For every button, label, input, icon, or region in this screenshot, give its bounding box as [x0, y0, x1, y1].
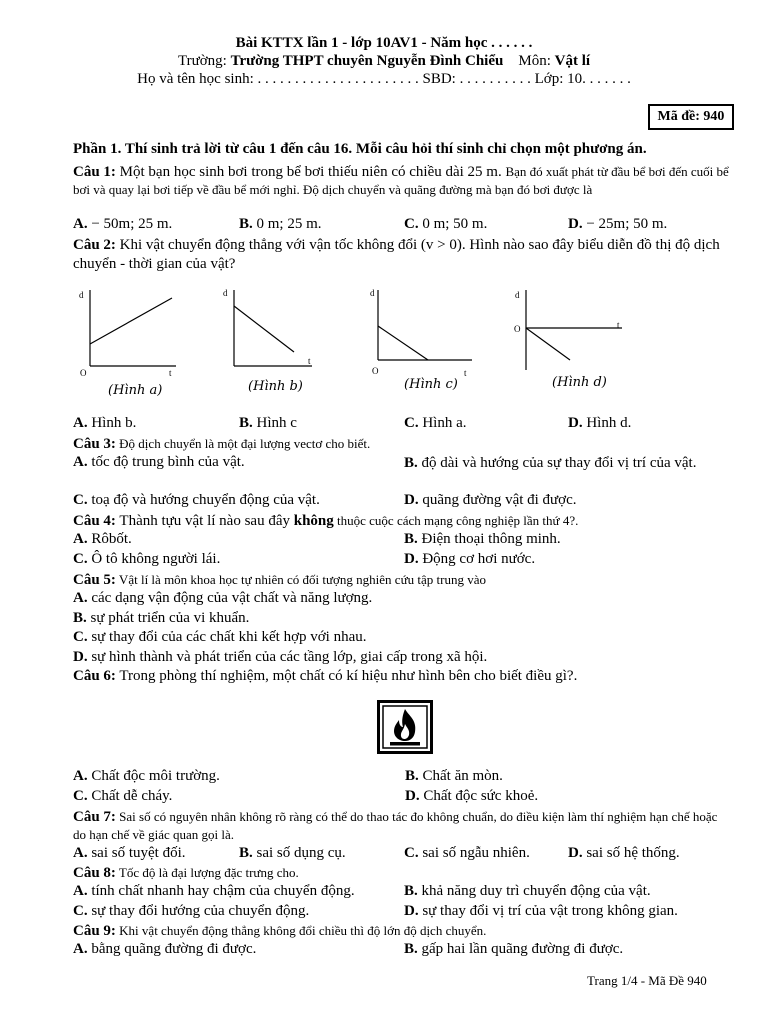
graph-d-caption: (Hình d) [552, 375, 607, 390]
option-letter: A. [73, 216, 88, 232]
option-text: sai số tuyệt đối. [91, 845, 186, 861]
origin-label: O [372, 366, 379, 376]
option-text: Hình d. [586, 415, 632, 431]
question-label: Câu 4: [73, 513, 116, 529]
option-text: Chất ăn mòn. [422, 768, 503, 784]
option-text: − 50m; 25 m. [91, 216, 173, 232]
subject-label: Môn: [518, 53, 555, 69]
question-label: Câu 7: [73, 809, 116, 825]
school-line [0, 53, 768, 70]
question-4 [73, 512, 733, 530]
q1-option-c[interactable] [404, 216, 487, 233]
q3-option-b[interactable] [404, 454, 734, 473]
option-text: Chất độc môi trường. [91, 768, 220, 784]
q1-option-d[interactable] [568, 216, 667, 233]
question-7 [73, 808, 733, 844]
graph-b-caption: (Hình b) [248, 379, 303, 394]
option-text: 0 m; 25 m. [256, 216, 322, 232]
question-3 [73, 435, 733, 453]
option-text: sự phát triển của vi khuẩn. [90, 610, 250, 626]
option-text: sự thay đổi hướng của chuyển động. [91, 903, 310, 919]
axis-t-label: t [617, 320, 620, 330]
q4-option-a[interactable] [73, 531, 132, 548]
question-label: Câu 1: [73, 164, 116, 180]
option-letter: D. [405, 788, 420, 804]
option-letter: C. [404, 415, 419, 431]
option-text: Điện thoại thông minh. [421, 531, 561, 547]
q7-option-a[interactable] [73, 845, 186, 862]
question-text: Sai số có nguyên nhân không rõ ràng có thể do thao tác đo không chuẩn, do điều kiện làm thí nghiệm hạn chế hoặc do hạn chế về giác quan gọi là. [73, 809, 718, 842]
q5-option-b[interactable] [73, 610, 249, 627]
origin-label: O [514, 324, 521, 334]
option-letter: A. [73, 941, 88, 957]
option-letter: A. [73, 845, 88, 861]
axis-t-label: t [308, 356, 311, 366]
graph-a [72, 284, 184, 400]
school-name: Trường THPT chuyên Nguyễn Đình Chiểu [230, 53, 504, 69]
option-text: quãng đường vật đi được. [422, 492, 577, 508]
option-letter: A. [73, 768, 88, 784]
option-text: sự thay đổi vị trí của vật trong không gian. [422, 903, 678, 919]
question-text: Trong phòng thí nghiệm, một chất có kí hiệu như hình bên cho biết điều gì?. [115, 668, 578, 684]
option-text: Chất dễ cháy. [91, 788, 173, 804]
option-letter: D. [568, 845, 583, 861]
question-text: Thành tựu vật lí nào sau đây [115, 513, 294, 529]
option-letter: C. [404, 845, 419, 861]
exam-code-box: Mã đề: 940 [648, 104, 734, 130]
option-text: 0 m; 50 m. [422, 216, 488, 232]
flammable-icon [377, 700, 433, 754]
question-label: Câu 9: [73, 923, 116, 939]
part1-heading: Phần 1. Thí sinh trả lời từ câu 1 đến câu 16. Mỗi câu hỏi thí sinh chỉ chọn một phương án. [73, 141, 647, 157]
question-text: Độ dịch chuyển là một đại lượng vectơ cho biết. [115, 436, 371, 451]
subject-name: Vật lí [554, 53, 591, 69]
option-letter: A. [73, 590, 88, 606]
page-footer: Trang 1/4 - Mã Đề 940 [587, 973, 707, 988]
question-text: Một bạn học sinh bơi trong bể bơi thiếu niên có chiều dài 25 m. [115, 164, 506, 180]
axis-d-label: d [223, 288, 228, 298]
option-letter: B. [404, 941, 418, 957]
graph-c [366, 282, 478, 398]
question-text: Khi vật chuyển động thẳng với vận tốc không đổi (v > 0). Hình nào sao đây biểu diễn đồ thị độ dịch chuyển - thời gian của vật? [73, 237, 720, 272]
q4-option-b[interactable] [404, 531, 561, 548]
q8-option-d[interactable] [404, 903, 678, 920]
q9-option-a[interactable] [73, 941, 256, 958]
question-text: Tốc độ là đại lượng đặc trưng cho. [115, 865, 299, 880]
question-5 [73, 571, 733, 589]
q2-option-c[interactable] [404, 415, 467, 432]
option-letter: B. [73, 610, 87, 626]
option-letter: C. [404, 216, 419, 232]
q9-option-b[interactable] [404, 941, 623, 958]
axis-t-label: t [169, 368, 172, 378]
question-text: Vật lí là môn khoa học tự nhiên có đối tượng nghiên cứu tập trung vào [115, 572, 486, 587]
axis-t-label: t [464, 368, 467, 378]
option-letter: B. [239, 845, 253, 861]
option-letter: C. [73, 551, 88, 567]
option-text: − 25m; 50 m. [586, 216, 668, 232]
q1-option-b[interactable] [239, 216, 322, 233]
q2-option-b[interactable] [239, 415, 297, 432]
question-label: Câu 5: [73, 572, 116, 588]
graph-c-line [378, 326, 428, 360]
option-letter: D. [568, 415, 583, 431]
q7-option-c[interactable] [404, 845, 530, 862]
q7-option-b[interactable] [239, 845, 346, 862]
question-text: Khi vật chuyển động thẳng không đổi chiều thì độ lớn độ dịch chuyển. [115, 923, 487, 938]
option-letter: D. [404, 551, 419, 567]
option-text: Hình c [256, 415, 297, 431]
question-text-emphasis: không [293, 513, 334, 529]
option-text: bằng quãng đường đi được. [91, 941, 257, 957]
option-letter: B. [404, 883, 418, 899]
exam-title: Bài KTTX lần 1 - lớp 10AV1 - Năm học . . . . . . [235, 35, 533, 51]
option-letter: D. [404, 903, 419, 919]
option-letter: A. [73, 415, 88, 431]
graph-a-line [90, 298, 172, 344]
option-text: tính chất nhanh hay chậm của chuyển động. [91, 883, 355, 899]
option-text: gấp hai lần quãng đường đi được. [421, 941, 624, 957]
option-letter: C. [73, 903, 88, 919]
question-6 [73, 668, 733, 685]
option-letter: C. [73, 629, 88, 645]
option-text: Hình b. [91, 415, 137, 431]
option-letter: B. [239, 415, 253, 431]
option-letter: C. [73, 788, 88, 804]
question-8 [73, 864, 733, 882]
option-text: độ dài và hướng của sự thay đổi vị trí của vật. [421, 455, 697, 471]
q5-option-a[interactable] [73, 590, 372, 607]
option-text: Hình a. [422, 415, 467, 431]
question-2 [73, 236, 733, 274]
option-text: các dạng vận động của vật chất và năng lượng. [91, 590, 373, 606]
option-text: sự thay đổi của các chất khi kết hợp với nhau. [91, 629, 367, 645]
q6-option-a[interactable] [73, 768, 220, 785]
graph-d [510, 284, 630, 400]
q6-option-c[interactable] [73, 788, 172, 805]
q2-option-a[interactable] [73, 415, 136, 432]
q5-option-d[interactable] [73, 649, 487, 666]
graph-b [220, 284, 320, 400]
option-letter: C. [73, 492, 88, 508]
question-9 [73, 922, 733, 940]
school-label: Trường: [177, 53, 231, 69]
q8-option-c[interactable] [73, 903, 309, 920]
option-text: Chất độc sức khoẻ. [423, 788, 539, 804]
graph-d-line [526, 328, 570, 360]
option-text: tốc độ trung bình của vật. [91, 454, 245, 470]
option-letter: D. [404, 492, 419, 508]
q3-option-a[interactable] [73, 454, 245, 471]
option-letter: B. [404, 455, 418, 471]
q4-option-c[interactable] [73, 551, 220, 568]
q8-option-a[interactable] [73, 883, 355, 900]
q5-option-c[interactable] [73, 629, 367, 646]
option-letter: D. [73, 649, 88, 665]
question-label: Câu 3: [73, 436, 116, 452]
q7-option-d[interactable] [568, 845, 680, 862]
graph-b-line [234, 306, 294, 352]
option-letter: B. [405, 768, 419, 784]
q6-option-d[interactable] [405, 788, 538, 805]
question-text-continued: Bạn đó xuất phát từ đầu bể bơi đến cuối bể bơi và quay lại bơi tiếp về đầu bể mới nghỉ. Độ dịch chuyển và quãng đường mà bạn đó bơi được là [73, 164, 729, 197]
option-text: sự hình thành và phát triển của các tầng lớp, giai cấp trong xã hội. [91, 649, 488, 665]
option-text: Ô tô không người lái. [91, 551, 221, 567]
q6-option-b[interactable] [405, 768, 503, 785]
option-letter: A. [73, 531, 88, 547]
option-text: sai số ngẫu nhiên. [422, 845, 530, 861]
question-label: Câu 8: [73, 865, 116, 881]
q8-option-b[interactable] [404, 883, 651, 900]
question-label: Câu 6: [73, 668, 116, 684]
student-info-line: Họ và tên học sinh: . . . . . . . . . . . . . . . . . . . . . . SBD: . . . . . . . . . . Lớp: 10. . . . . . . [137, 71, 631, 87]
option-text: toạ độ và hướng chuyển động của vật. [91, 492, 320, 508]
q3-option-c[interactable] [73, 492, 320, 509]
option-letter: B. [239, 216, 253, 232]
option-text: Rôbốt. [91, 531, 132, 547]
option-text: Động cơ hơi nước. [422, 551, 536, 567]
option-letter: D. [568, 216, 583, 232]
question-1 [73, 163, 733, 199]
option-text: khả năng duy trì chuyển động của vật. [421, 883, 651, 899]
option-text: sai số hệ thống. [586, 845, 680, 861]
graph-a-caption: (Hình a) [108, 383, 163, 398]
question-label: Câu 2: [73, 237, 116, 253]
graph-c-caption: (Hình c) [404, 377, 458, 392]
axis-d-label: d [515, 290, 520, 300]
question-text-continued: thuộc cuộc cách mạng công nghiệp lần thứ 4?. [333, 513, 579, 528]
option-letter: B. [404, 531, 418, 547]
q4-option-d[interactable] [404, 551, 535, 568]
option-text: sai số dụng cụ. [256, 845, 346, 861]
q3-option-d[interactable] [404, 492, 577, 509]
q2-option-d[interactable] [568, 415, 631, 432]
origin-label: O [80, 368, 87, 378]
q1-option-a[interactable] [73, 216, 172, 233]
axis-d-label: d [370, 288, 375, 298]
option-letter: A. [73, 454, 88, 470]
axis-d-label: d [79, 290, 84, 300]
option-letter: A. [73, 883, 88, 899]
